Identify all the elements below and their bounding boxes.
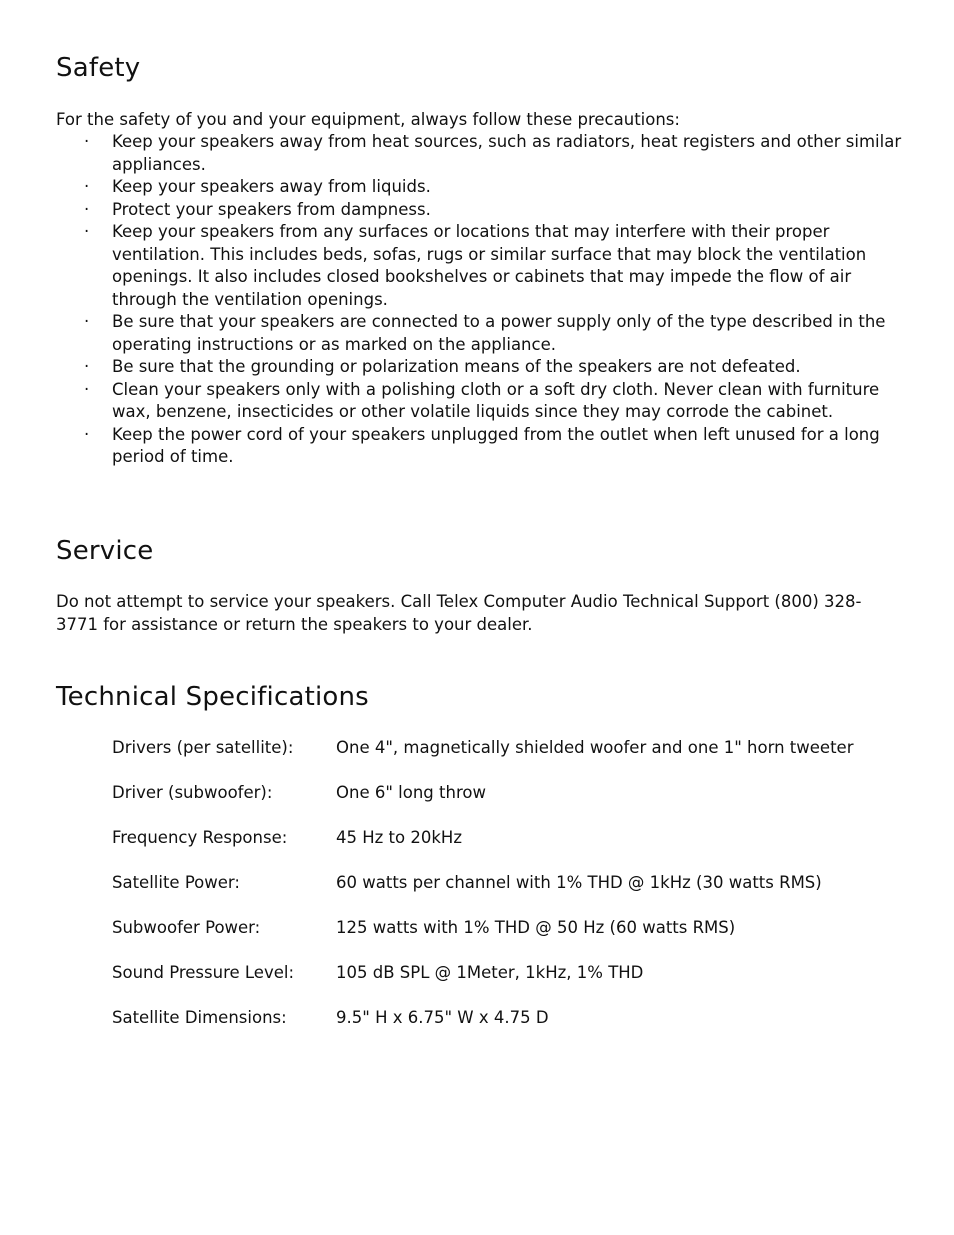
spec-label: Driver (subwoofer): [112, 783, 273, 802]
safety-heading: Safety [56, 53, 141, 83]
spec-value: 60 watts per channel with 1% THD @ 1kHz (30 watts RMS) [336, 873, 822, 892]
spec-label: Subwoofer Power: [112, 918, 261, 937]
spec-value: 125 watts with 1% THD @ 50 Hz (60 watts RMS) [336, 918, 736, 937]
spec-value: 105 dB SPL @ 1Meter, 1kHz, 1% THD [336, 963, 644, 982]
list-item [56, 176, 906, 199]
list-item-text: Be sure that the grounding or polarization means of the speakers are not defeated. [112, 357, 801, 376]
bullet-icon: · [84, 379, 90, 399]
safety-intro: For the safety of you and your equipment, always follow these precautions: [56, 110, 680, 129]
list-item-text: Protect your speakers from dampness. [112, 199, 431, 219]
list-item-text: Keep the power cord of your speakers unplugged from the outlet when left unused for a long period of time. [112, 424, 880, 466]
list-item-text: Keep your speakers away from heat sources, such as radiators, heat registers and other similar appliances. [112, 132, 902, 174]
spec-label: Satellite Power: [112, 873, 240, 892]
spec-row [112, 1007, 906, 1052]
spec-row [112, 917, 906, 962]
specs-heading: Technical Specifications [56, 682, 369, 712]
bullet-icon: · [84, 312, 90, 331]
list-item [56, 221, 906, 311]
service-text: Do not attempt to service your speakers. Call Telex Computer Audio Technical Support (800) 328-3771 for assistance or return the speakers to your dealer. [56, 592, 862, 634]
bullet-icon: · [84, 424, 90, 444]
spec-label: Sound Pressure Level: [112, 963, 295, 982]
spec-label: Satellite Dimensions: [112, 1008, 287, 1027]
spec-row [112, 782, 906, 827]
list-item [56, 311, 906, 356]
list-item-text: Be sure that your speakers are connected to a power supply only of the type described in the operating instructions or as marked on the appliance. [112, 312, 886, 354]
spec-value: 9.5" H x 6.75" W x 4.75 D [336, 1008, 549, 1027]
spec-row [112, 827, 906, 872]
list-item-text: Keep your speakers from any surfaces or locations that may interfere with their proper ventilation. This includes beds, sofas, rugs or similar surface that may block the ventilation openings. It also includes closed bookshelves or cabinets that may impede the flow of air through the ventilation openings. [112, 222, 867, 309]
spec-label: Drivers (per satellite): [112, 738, 294, 757]
bullet-icon: · [84, 222, 90, 241]
spec-label: Frequency Response: [112, 828, 288, 847]
list-item [56, 199, 906, 222]
specs-table [112, 737, 906, 1052]
safety-list [56, 131, 906, 469]
list-item [56, 379, 906, 424]
spec-row [112, 872, 906, 917]
bullet-icon: · [84, 177, 90, 196]
list-item-text: Keep your speakers away from liquids. [112, 177, 431, 196]
spec-value: 45 Hz to 20kHz [336, 828, 462, 847]
list-item [56, 424, 906, 469]
list-item-text: Clean your speakers only with a polishing cloth or a soft dry cloth. Never clean with furniture wax, benzene, insecticides or other volatile liquids since they may corrode the cabinet. [112, 379, 880, 421]
list-item [56, 131, 906, 176]
bullet-icon: · [84, 199, 90, 219]
spec-row [112, 737, 906, 782]
list-item [56, 356, 906, 379]
bullet-icon: · [84, 357, 90, 376]
spec-value: One 6" long throw [336, 783, 486, 802]
service-heading: Service [56, 536, 154, 566]
bullet-icon: · [84, 132, 90, 151]
spec-row [112, 962, 906, 1007]
spec-value: One 4", magnetically shielded woofer and one 1" horn tweeter [336, 738, 854, 757]
